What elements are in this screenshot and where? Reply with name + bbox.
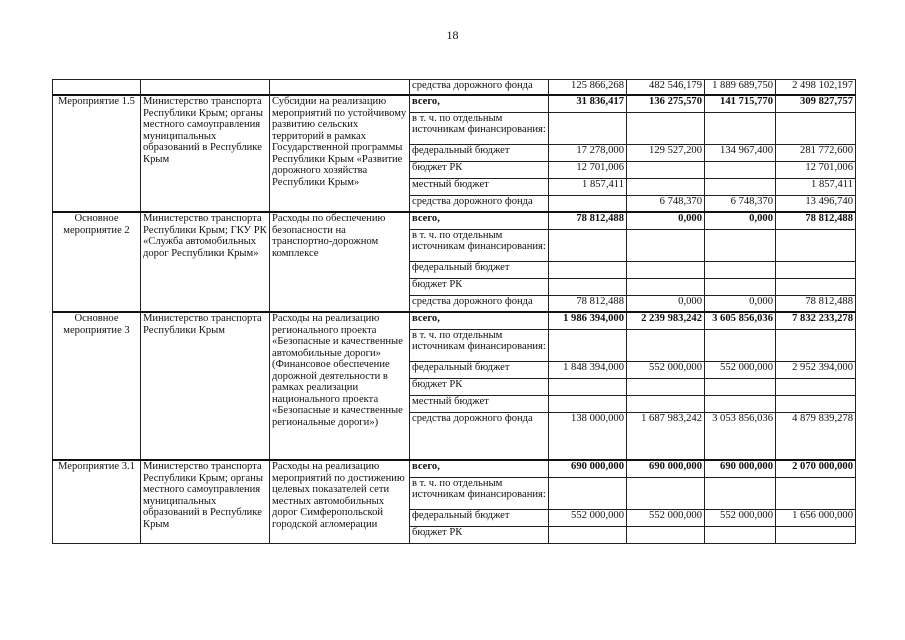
table-row — [53, 460, 856, 477]
funding-source-cell: федеральный бюджет — [410, 261, 549, 278]
value-cell — [627, 477, 705, 509]
value-cell: 482 546,179 — [627, 80, 705, 96]
funding-source-cell: местный бюджет — [410, 178, 549, 195]
funding-source-cell: средства дорожного фонда — [410, 295, 549, 312]
measure-name-cell: Расходы по обеспечению безопасности на транспортно-дорожном комплексе — [270, 212, 410, 312]
value-cell — [627, 526, 705, 543]
value-cell: 129 527,200 — [627, 144, 705, 161]
value-cell: 552 000,000 — [627, 361, 705, 378]
value-cell — [627, 329, 705, 361]
table-row — [53, 212, 856, 229]
value-cell: 690 000,000 — [549, 460, 627, 477]
value-cell: 690 000,000 — [705, 460, 776, 477]
funding-source-cell: средства дорожного фонда — [410, 80, 549, 96]
value-cell — [549, 395, 627, 412]
value-cell — [705, 112, 776, 144]
funding-source-cell: в т. ч. по отдельным источникам финансирования: — [410, 112, 549, 144]
value-cell: 78 812,488 — [776, 295, 856, 312]
value-cell: 4 879 839,278 — [776, 412, 856, 460]
value-cell: 12 701,006 — [549, 161, 627, 178]
funding-source-cell: в т. ч. по отдельным источникам финансирования: — [410, 329, 549, 361]
measure-cell: Основное мероприятие 3 — [53, 312, 141, 460]
value-cell: 309 827,757 — [776, 95, 856, 112]
page-number: 18 — [446, 28, 459, 42]
value-cell — [627, 261, 705, 278]
value-cell — [549, 278, 627, 295]
funding-source-cell: бюджет РК — [410, 526, 549, 543]
funding-source-cell: средства дорожного фонда — [410, 195, 549, 212]
value-cell: 1 656 000,000 — [776, 509, 856, 526]
value-cell — [776, 395, 856, 412]
value-cell: 2 498 102,197 — [776, 80, 856, 96]
measure-name-cell: Субсидии на реализацию мероприятий по устойчивому развитию сельских территорий в рамках Государственной программы Республики Крым «Развитие дорожного хозяйства Республики Крым» — [270, 95, 410, 212]
value-cell — [705, 395, 776, 412]
value-cell: 552 000,000 — [705, 361, 776, 378]
value-cell — [627, 161, 705, 178]
executor-cell: Министерство транспорта Республики Крым — [141, 312, 270, 460]
table-row — [53, 80, 856, 96]
funding-source-cell: всего, — [410, 460, 549, 477]
funding-source-cell: местный бюджет — [410, 395, 549, 412]
funding-source-cell: всего, — [410, 212, 549, 229]
value-cell: 0,000 — [627, 212, 705, 229]
measure-cell: Мероприятие 3.1 — [53, 460, 141, 543]
funding-source-cell: в т. ч. по отдельным источникам финансирования: — [410, 229, 549, 261]
value-cell — [549, 261, 627, 278]
funding-source-cell: бюджет РК — [410, 378, 549, 395]
value-cell — [627, 229, 705, 261]
funding-source-cell: всего, — [410, 95, 549, 112]
value-cell — [776, 229, 856, 261]
value-cell — [627, 378, 705, 395]
value-cell: 136 275,570 — [627, 95, 705, 112]
value-cell: 2 239 983,242 — [627, 312, 705, 329]
funding-source-cell: средства дорожного фонда — [410, 412, 549, 460]
value-cell: 0,000 — [627, 295, 705, 312]
executor-cell: Министерство транспорта Республики Крым; ГКУ РК «Служба автомобильных дорог Республики Крым» — [141, 212, 270, 312]
value-cell — [776, 278, 856, 295]
value-cell — [776, 526, 856, 543]
value-cell: 1 857,411 — [776, 178, 856, 195]
value-cell: 1 986 394,000 — [549, 312, 627, 329]
value-cell — [549, 112, 627, 144]
executor-cell: Министерство транспорта Республики Крым; органы местного самоуправления муниципальных образований в Республике Крым — [141, 95, 270, 212]
value-cell: 281 772,600 — [776, 144, 856, 161]
funding-source-cell: федеральный бюджет — [410, 509, 549, 526]
funding-source-cell: бюджет РК — [410, 161, 549, 178]
value-cell: 6 748,370 — [627, 195, 705, 212]
funding-source-cell: в т. ч. по отдельным источникам финансирования: — [410, 477, 549, 509]
table-cell — [141, 80, 270, 96]
value-cell — [705, 378, 776, 395]
value-cell: 141 715,770 — [705, 95, 776, 112]
value-cell: 3 053 856,036 — [705, 412, 776, 460]
value-cell: 0,000 — [705, 212, 776, 229]
value-cell: 78 812,488 — [776, 212, 856, 229]
value-cell: 6 748,370 — [705, 195, 776, 212]
value-cell — [549, 378, 627, 395]
value-cell: 3 605 856,036 — [705, 312, 776, 329]
value-cell: 552 000,000 — [549, 509, 627, 526]
value-cell — [627, 112, 705, 144]
value-cell: 1 687 983,242 — [627, 412, 705, 460]
value-cell — [549, 526, 627, 543]
executor-cell: Министерство транспорта Республики Крым; органы местного самоуправления муниципальных образований в Республике Крым — [141, 460, 270, 543]
value-cell: 1 857,411 — [549, 178, 627, 195]
measure-name-cell: Расходы на реализацию регионального проекта «Безопасные и качественные автомобильные дороги» (Финансовое обеспечение дорожной деятельности в рамках реализации национального проекта «Безопасные и качественные региональные дороги») — [270, 312, 410, 460]
table-cell — [53, 80, 141, 96]
value-cell: 134 967,400 — [705, 144, 776, 161]
value-cell: 552 000,000 — [705, 509, 776, 526]
value-cell: 0,000 — [705, 295, 776, 312]
value-cell — [776, 477, 856, 509]
value-cell: 31 836,417 — [549, 95, 627, 112]
funding-source-cell: федеральный бюджет — [410, 361, 549, 378]
value-cell: 690 000,000 — [627, 460, 705, 477]
value-cell — [705, 329, 776, 361]
value-cell — [705, 526, 776, 543]
value-cell — [549, 229, 627, 261]
value-cell: 12 701,006 — [776, 161, 856, 178]
value-cell — [549, 477, 627, 509]
table-cell — [270, 80, 410, 96]
value-cell — [705, 477, 776, 509]
budget-table-body — [53, 80, 856, 544]
value-cell: 552 000,000 — [627, 509, 705, 526]
value-cell — [776, 329, 856, 361]
value-cell — [627, 395, 705, 412]
value-cell — [549, 329, 627, 361]
table-row — [53, 312, 856, 329]
value-cell: 1 889 689,750 — [705, 80, 776, 96]
table-row — [53, 95, 856, 112]
value-cell: 7 832 233,278 — [776, 312, 856, 329]
value-cell — [776, 112, 856, 144]
budget-table — [52, 79, 856, 544]
measure-cell: Основное мероприятие 2 — [53, 212, 141, 312]
value-cell: 78 812,488 — [549, 295, 627, 312]
value-cell — [705, 261, 776, 278]
value-cell: 78 812,488 — [549, 212, 627, 229]
value-cell: 13 496,740 — [776, 195, 856, 212]
value-cell — [549, 195, 627, 212]
value-cell: 2 952 394,000 — [776, 361, 856, 378]
value-cell: 17 278,000 — [549, 144, 627, 161]
value-cell — [705, 161, 776, 178]
value-cell: 1 848 394,000 — [549, 361, 627, 378]
measure-name-cell: Расходы на реализацию мероприятий по достижению целевых показателей сети местных автомобильных дорог Симферопольской городской агломерации — [270, 460, 410, 543]
funding-source-cell: федеральный бюджет — [410, 144, 549, 161]
value-cell — [705, 229, 776, 261]
value-cell — [776, 378, 856, 395]
value-cell — [776, 261, 856, 278]
funding-source-cell: бюджет РК — [410, 278, 549, 295]
value-cell: 2 070 000,000 — [776, 460, 856, 477]
value-cell — [705, 278, 776, 295]
measure-cell: Мероприятие 1.5 — [53, 95, 141, 212]
value-cell — [705, 178, 776, 195]
value-cell — [627, 178, 705, 195]
value-cell — [627, 278, 705, 295]
funding-source-cell: всего, — [410, 312, 549, 329]
value-cell: 125 866,268 — [549, 80, 627, 96]
value-cell: 138 000,000 — [549, 412, 627, 460]
